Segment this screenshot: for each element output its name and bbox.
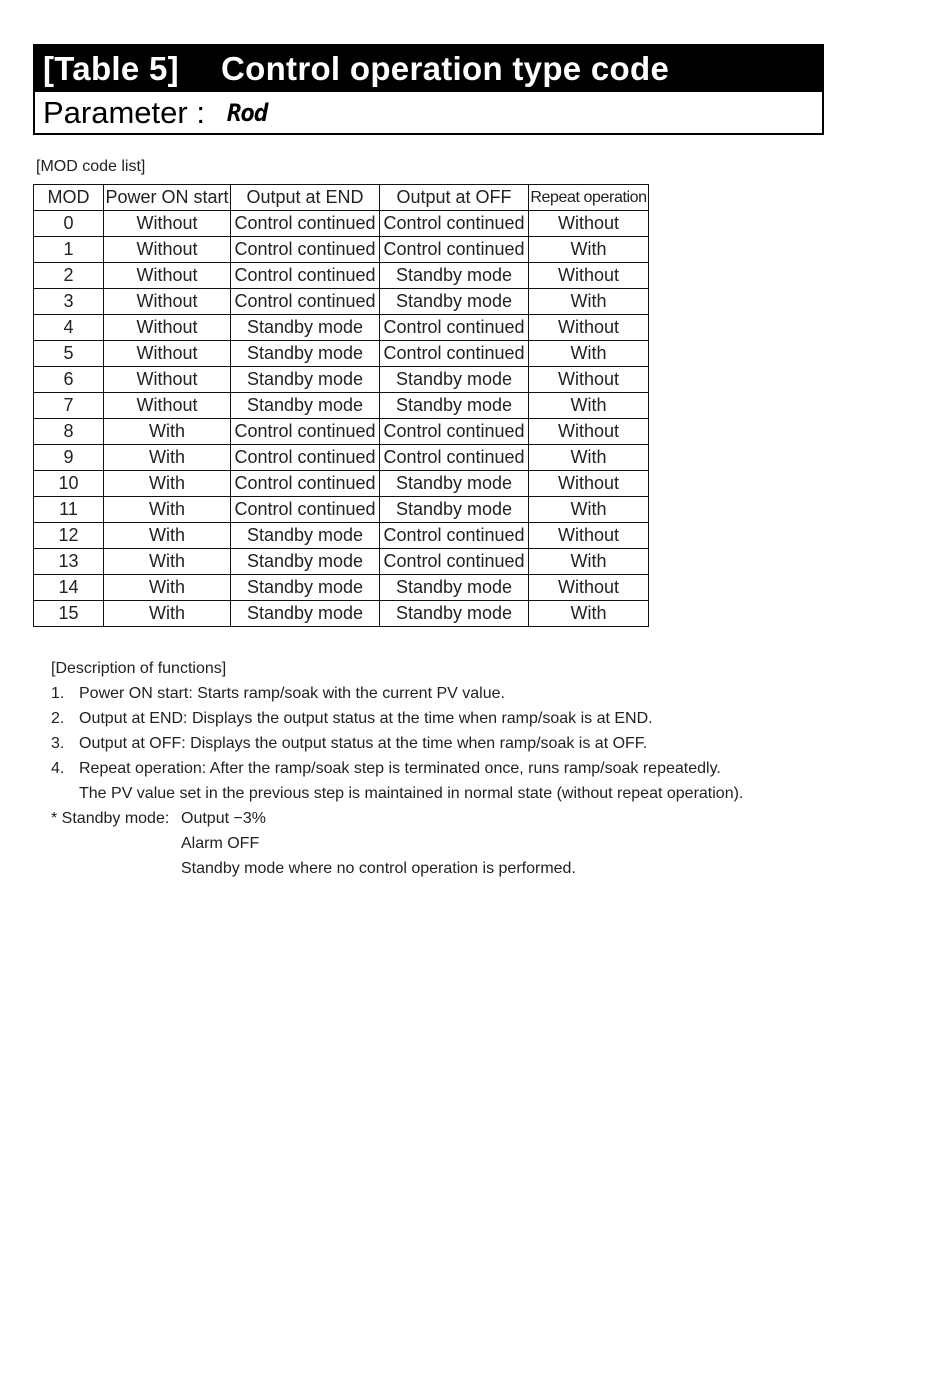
- output-at-off-cell: Standby mode: [380, 367, 529, 393]
- list-title: [MOD code list]: [36, 158, 146, 175]
- output-at-end-cell: Standby mode: [231, 367, 380, 393]
- item-number: 3.: [51, 735, 65, 752]
- column-header-power-on-start: Power ON start: [104, 185, 231, 211]
- mod-cell: 6: [34, 367, 104, 393]
- output-at-off-cell: Standby mode: [380, 289, 529, 315]
- power-on-start-cell: Without: [104, 263, 231, 289]
- repeat-operation-cell: With: [529, 445, 649, 471]
- table-header: [33, 44, 824, 135]
- title-bar: [35, 46, 822, 92]
- column-header-repeat-operation: Repeat operation: [529, 185, 649, 211]
- item-4-continuation: The PV value set in the previous step is maintained in normal state (without repeat operation).: [79, 785, 744, 802]
- description-item: [51, 731, 743, 756]
- repeat-operation-cell: Without: [529, 211, 649, 237]
- power-on-start-cell: With: [104, 549, 231, 575]
- parameter-code: Rod: [226, 98, 268, 127]
- power-on-start-cell: With: [104, 575, 231, 601]
- table-body: [34, 211, 649, 627]
- power-on-start-cell: With: [104, 523, 231, 549]
- output-at-off-cell: Control continued: [380, 315, 529, 341]
- item-text: Output at OFF: Displays the output status at the time when ramp/soak is at OFF.: [79, 735, 648, 752]
- page-title: Control operation type code: [221, 50, 670, 87]
- output-at-end-cell: Control continued: [231, 471, 380, 497]
- power-on-start-cell: Without: [104, 341, 231, 367]
- power-on-start-cell: With: [104, 471, 231, 497]
- table-header-row: [34, 185, 649, 211]
- output-at-off-cell: Control continued: [380, 341, 529, 367]
- table-row: [34, 289, 649, 315]
- table-row: [34, 497, 649, 523]
- table-row: [34, 367, 649, 393]
- output-at-off-cell: Standby mode: [380, 471, 529, 497]
- output-at-end-cell: Control continued: [231, 289, 380, 315]
- power-on-start-cell: With: [104, 445, 231, 471]
- standby-lines: [181, 806, 576, 881]
- standby-note: [51, 806, 743, 881]
- repeat-operation-cell: Without: [529, 419, 649, 445]
- item-number: 1.: [51, 685, 65, 702]
- repeat-operation-cell: With: [529, 289, 649, 315]
- table-row: [34, 341, 649, 367]
- mod-cell: 3: [34, 289, 104, 315]
- repeat-operation-cell: With: [529, 341, 649, 367]
- standby-line: Alarm OFF: [181, 835, 260, 852]
- mod-cell: 1: [34, 237, 104, 263]
- item-text: Repeat operation: After the ramp/soak step is terminated once, runs ramp/soak repeatedly.: [79, 760, 721, 777]
- mod-cell: 8: [34, 419, 104, 445]
- repeat-operation-cell: With: [529, 549, 649, 575]
- output-at-end-cell: Control continued: [231, 419, 380, 445]
- table-row: [34, 393, 649, 419]
- repeat-operation-cell: Without: [529, 523, 649, 549]
- table-row: [34, 575, 649, 601]
- repeat-operation-cell: With: [529, 497, 649, 523]
- output-at-end-cell: Standby mode: [231, 393, 380, 419]
- output-at-off-cell: Control continued: [380, 237, 529, 263]
- table-number: [Table 5]: [43, 50, 179, 87]
- mod-cell: 14: [34, 575, 104, 601]
- repeat-operation-cell: Without: [529, 315, 649, 341]
- table-row: [34, 315, 649, 341]
- mod-cell: 9: [34, 445, 104, 471]
- repeat-operation-cell: Without: [529, 367, 649, 393]
- power-on-start-cell: With: [104, 497, 231, 523]
- table-row: [34, 471, 649, 497]
- item-number: 4.: [51, 760, 65, 777]
- description-item: [51, 756, 743, 781]
- power-on-start-cell: With: [104, 601, 231, 627]
- mod-cell: 5: [34, 341, 104, 367]
- repeat-operation-cell: With: [529, 601, 649, 627]
- mod-cell: 2: [34, 263, 104, 289]
- output-at-off-cell: Control continued: [380, 549, 529, 575]
- table-row: [34, 237, 649, 263]
- description-section: [51, 656, 743, 881]
- description-item: [51, 706, 743, 731]
- output-at-end-cell: Standby mode: [231, 523, 380, 549]
- repeat-operation-cell: Without: [529, 471, 649, 497]
- mod-cell: 0: [34, 211, 104, 237]
- output-at-off-cell: Control continued: [380, 523, 529, 549]
- power-on-start-cell: Without: [104, 211, 231, 237]
- mod-cell: 10: [34, 471, 104, 497]
- item-text: Power ON start: Starts ramp/soak with the current PV value.: [79, 685, 505, 702]
- mod-cell: 15: [34, 601, 104, 627]
- description-title: [Description of functions]: [51, 660, 227, 677]
- output-at-off-cell: Control continued: [380, 445, 529, 471]
- repeat-operation-cell: Without: [529, 263, 649, 289]
- column-header-output-at-off: Output at OFF: [380, 185, 529, 211]
- column-header-mod: MOD: [34, 185, 104, 211]
- output-at-off-cell: Control continued: [380, 419, 529, 445]
- output-at-end-cell: Control continued: [231, 237, 380, 263]
- item-text: Output at END: Displays the output status at the time when ramp/soak is at END.: [79, 710, 653, 727]
- repeat-operation-cell: With: [529, 237, 649, 263]
- mod-cell: 13: [34, 549, 104, 575]
- power-on-start-cell: Without: [104, 237, 231, 263]
- output-at-end-cell: Control continued: [231, 211, 380, 237]
- power-on-start-cell: Without: [104, 367, 231, 393]
- repeat-operation-cell: Without: [529, 575, 649, 601]
- mod-cell: 4: [34, 315, 104, 341]
- mod-cell: 7: [34, 393, 104, 419]
- table-row: [34, 601, 649, 627]
- output-at-end-cell: Control continued: [231, 445, 380, 471]
- output-at-off-cell: Standby mode: [380, 263, 529, 289]
- table-row: [34, 445, 649, 471]
- standby-line: Output −3%: [181, 810, 266, 827]
- power-on-start-cell: Without: [104, 393, 231, 419]
- mod-code-table: [33, 184, 649, 627]
- power-on-start-cell: Without: [104, 289, 231, 315]
- output-at-end-cell: Standby mode: [231, 341, 380, 367]
- table-row: [34, 211, 649, 237]
- table-row: [34, 549, 649, 575]
- mod-cell: 11: [34, 497, 104, 523]
- output-at-end-cell: Control continued: [231, 497, 380, 523]
- output-at-end-cell: Control continued: [231, 263, 380, 289]
- parameter-label: Parameter :: [43, 94, 205, 130]
- table-row: [34, 419, 649, 445]
- description-item: [51, 681, 743, 706]
- item-number: 2.: [51, 710, 65, 727]
- output-at-end-cell: Standby mode: [231, 549, 380, 575]
- output-at-off-cell: Standby mode: [380, 497, 529, 523]
- output-at-end-cell: Standby mode: [231, 601, 380, 627]
- parameter-row: [35, 92, 822, 133]
- output-at-end-cell: Standby mode: [231, 315, 380, 341]
- table-row: [34, 523, 649, 549]
- mod-cell: 12: [34, 523, 104, 549]
- output-at-off-cell: Standby mode: [380, 575, 529, 601]
- output-at-end-cell: Standby mode: [231, 575, 380, 601]
- power-on-start-cell: With: [104, 419, 231, 445]
- repeat-operation-cell: With: [529, 393, 649, 419]
- power-on-start-cell: Without: [104, 315, 231, 341]
- standby-label: * Standby mode:: [51, 810, 170, 827]
- output-at-off-cell: Standby mode: [380, 601, 529, 627]
- output-at-off-cell: Control continued: [380, 211, 529, 237]
- standby-line: Standby mode where no control operation is performed.: [181, 860, 576, 877]
- output-at-off-cell: Standby mode: [380, 393, 529, 419]
- column-header-output-at-end: Output at END: [231, 185, 380, 211]
- table-row: [34, 263, 649, 289]
